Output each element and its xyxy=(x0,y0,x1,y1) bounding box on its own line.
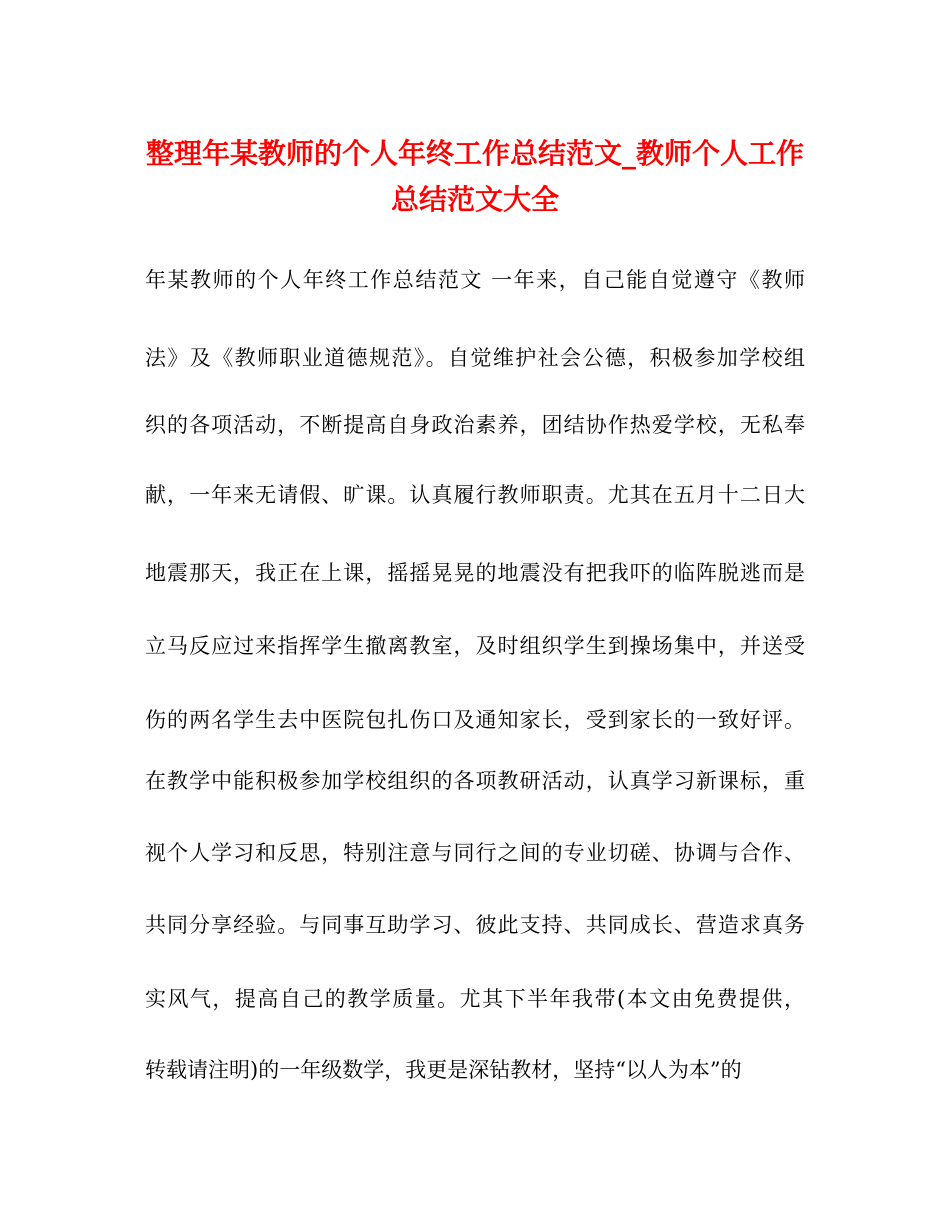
body-line: 转载请注明)的一年级数学，我更是深钻教材，坚持“以人为本”的 xyxy=(145,1058,742,1082)
body-line: 立马反应过来指挥学生撤离教室，及时组织学生到操场集中，并送受 xyxy=(145,634,805,658)
body-line: 在教学中能积极参加学校组织的各项教研活动，认真学习新课标，重 xyxy=(145,769,805,793)
body-line: 视个人学习和反思，特别注意与同行之间的专业切磋、协调与合作、 xyxy=(145,841,805,865)
body-line: 献，一年来无请假、旷课。认真履行教师职责。尤其在五月十二日大 xyxy=(145,483,805,507)
body-line: 伤的两名学生去中医院包扎伤口及通知家长，受到家长的一致好评。 xyxy=(145,708,805,732)
document-title-line-1: 整理年某教师的个人年终工作总结范文_教师个人工作 xyxy=(145,137,804,170)
body-line: 地震那天，我正在上课，摇摇晃晃的地震没有把我吓的临阵脱逃而是 xyxy=(145,561,805,585)
document-title-line-2: 总结范文大全 xyxy=(390,183,559,216)
body-line: 共同分享经验。与同事互助学习、彼此支持、共同成长、营造求真务 xyxy=(145,913,805,937)
body-line: 年某教师的个人年终工作总结范文 一年来，自己能自觉遵守《教师 xyxy=(145,268,805,292)
body-line: 织的各项活动，不断提高自身政治素养，团结协作热爱学校，无私奉 xyxy=(145,413,805,437)
body-line: 实风气，提高自己的教学质量。尤其下半年我带(本文由免费提供， xyxy=(145,987,805,1011)
body-line: 法》及《教师职业道德规范》。自觉维护社会公德，积极参加学校组 xyxy=(145,346,805,370)
